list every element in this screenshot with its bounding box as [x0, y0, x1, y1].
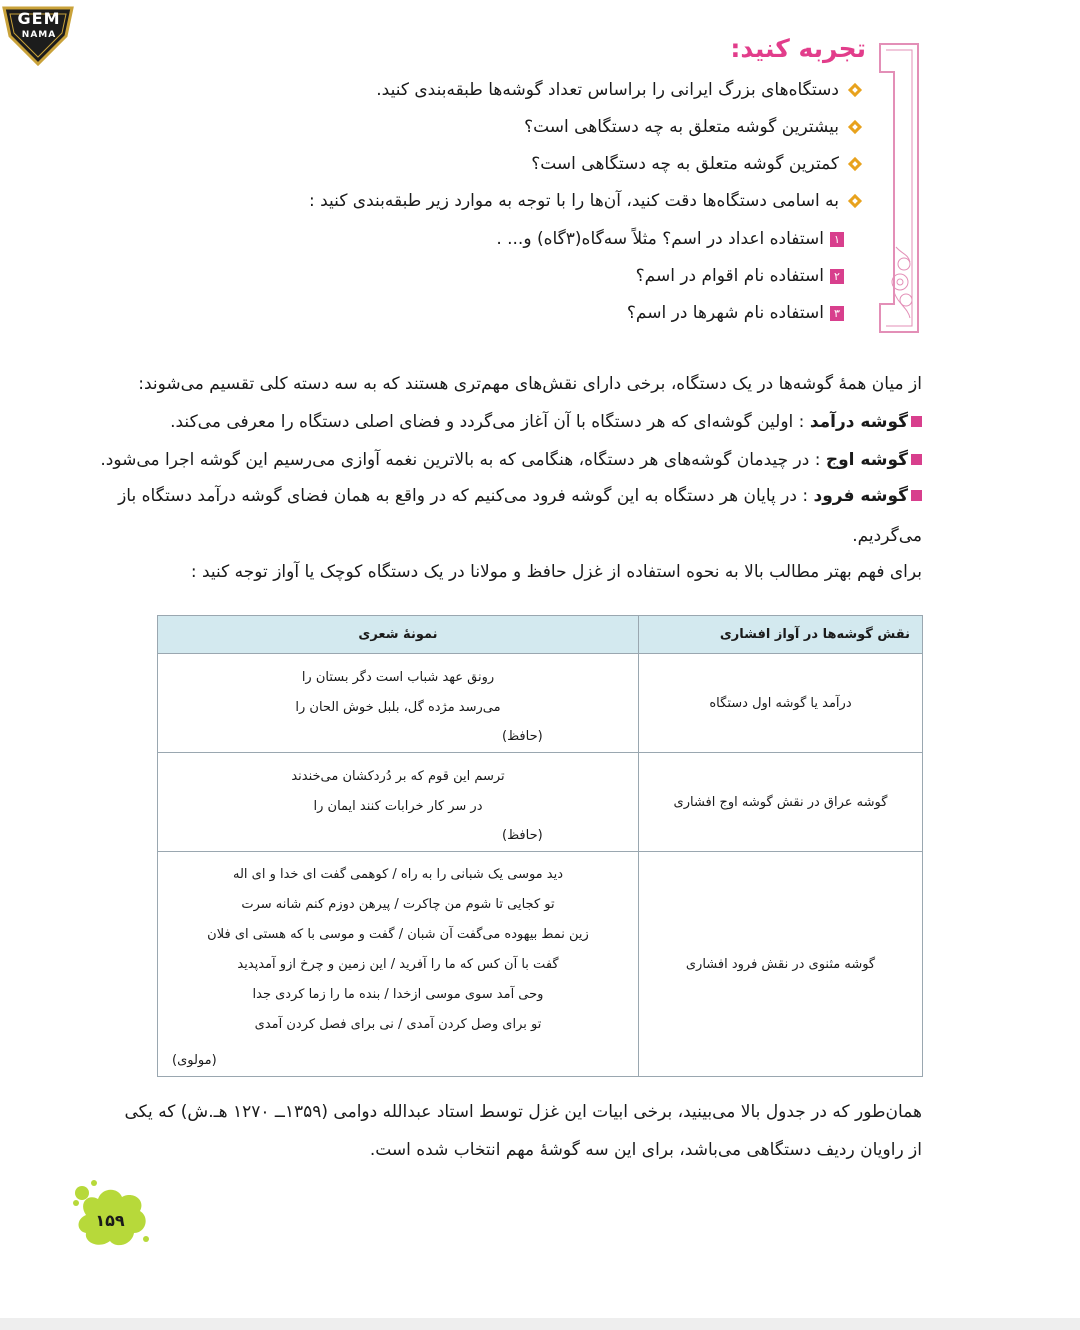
diamond-bullet-icon: [847, 156, 863, 172]
poem-cell: [158, 852, 639, 1077]
diamond-bullet-icon: [847, 82, 863, 98]
number-badge: ۳: [830, 306, 844, 321]
daramad-definition: گوشه درآمد : اولین گوشه‌ای که هر دستگاه با آن آغاز می‌گردد و فضای اصلی دستگاه را معرفی می‌کند.: [156, 412, 922, 432]
logo-text-gem: GEM: [17, 9, 61, 28]
poem-line: ترسم این قوم که بر دُردکشان می‌خندند: [291, 769, 505, 784]
poem-line: رونق عهد شباب است دگر بستان را: [301, 670, 495, 685]
bottom-bar: [0, 1318, 1080, 1330]
poem-cell: [158, 654, 639, 753]
forud-definition: گوشه فرود : در پایان هر دستگاه به این گوشه فرود می‌کنیم که در واقع به همان فضای گوشه درآمد دستگاه باز: [156, 486, 922, 506]
poem-line: زین نمط بیهوده می‌گفت آن شبان / گفت و موسی با که هستی ای فلان: [207, 927, 589, 942]
diamond-bullet-icon: [847, 119, 863, 135]
activity-bullet: دستگاه‌های بزرگ ایرانی را براساس تعداد گوشه‌ها طبقه‌بندی کنید.: [325, 74, 865, 111]
diamond-bullet-icon: [847, 193, 863, 209]
square-bullet-icon: [911, 416, 922, 427]
table-intro: برای فهم بهتر مطالب بالا به نحوه استفاده از غزل حافظ و مولانا در یک دستگاه کوچک یا آواز توجه کنید :: [190, 562, 922, 582]
activity-bullet: کمترین گوشه متعلق به چه دستگاهی است؟: [325, 148, 865, 185]
forud-definition-continued: می‌گردیم.: [852, 526, 922, 546]
header-role: نقش گوشه‌ها در آواز افشاری: [639, 616, 923, 654]
header-poem: نمونهٔ شعری: [158, 616, 639, 654]
poem-line: تو برای وصل کردن آمدی / نی برای فصل کردن آمدی: [254, 1017, 542, 1032]
closing-line-1: همان‌طور که در جدول بالا می‌بینید، برخی ابیات این غزل توسط استاد عبدالله دوامی (۱۳۵۹ــ ۱۲۷۰ هـ.ش) که یکی: [124, 1102, 922, 1122]
activity-bullet: به اسامی دستگاه‌ها دقت کنید، آن‌ها را با توجه به موارد زیر طبقه‌بندی کنید :: [325, 185, 865, 222]
role-cell: گوشه عراق در نقش گوشه اوج افشاری: [639, 753, 923, 852]
poet-name: (مولوی): [172, 1053, 217, 1068]
poet-name: (حافظ): [502, 729, 543, 744]
page-number-badge: [68, 1175, 154, 1255]
numbered-item: ۱استفاده اعداد در اسم؟ مثلاً سه‌گاه(۳گاه) و... .: [324, 222, 844, 259]
decorative-side-frame: [878, 42, 920, 334]
table-row: [158, 753, 923, 852]
number-badge: ۲: [830, 269, 844, 284]
table-header-row: [158, 616, 923, 654]
activity-numbered-list: [324, 222, 844, 333]
logo-text-nama: NAMA: [21, 30, 57, 40]
poem-line: در سر کار خرابات کنند ایمان را: [313, 799, 483, 814]
square-bullet-icon: [911, 490, 922, 501]
poem-line: گفت با آن کس که ما را آفرید / این زمین و چرخ ازو آمدپدید: [237, 957, 559, 972]
closing-line-2: از راویان ردیف دستگاهی می‌باشد، برای این سه گوشهٔ مهم انتخاب شده است.: [369, 1140, 922, 1160]
afshari-roles-table: [157, 615, 923, 1077]
activity-title: تجربه کنید:: [730, 34, 866, 63]
role-cell: درآمد یا گوشه اول دستگاه: [639, 654, 923, 753]
numbered-item: ۳استفاده نام شهرها در اسم؟: [324, 296, 844, 333]
table-row: [158, 852, 923, 1077]
poem-cell: [158, 753, 639, 852]
numbered-item: ۲استفاده نام اقوام در اسم؟: [324, 259, 844, 296]
activity-bullet-list: [309, 74, 865, 222]
poem-line: وحی آمد سوی موسی ازخدا / بنده ما را زما کردی جدا: [252, 987, 544, 1002]
poem-line: تو کجایی تا شوم من چاکرت / پیرهن دوزم کنم شانه سرت: [241, 897, 555, 912]
poem-line: دید موسی یک شبانی را به راه / کوهمی گفت ای خدا و ای اله: [232, 867, 564, 882]
poem-line: می‌رسد مژده گل، بلبل خوش الحان را: [295, 700, 501, 715]
number-badge: ۱: [830, 232, 844, 247]
page-number: ۱۵۹: [95, 1211, 125, 1230]
owj-definition: گوشه اوج : در چیدمان گوشه‌های هر دستگاه، هنگامی که به بالاترین نغمه آوازی می‌رسیم این گوشه اجرا می‌شود.: [156, 450, 922, 470]
activity-bullet: بیشترین گوشه متعلق به چه دستگاهی است؟: [325, 111, 865, 148]
gemnama-logo: [0, 0, 76, 66]
table-row: [158, 654, 923, 753]
intro-paragraph: از میان همهٔ گوشه‌ها در یک دستگاه، برخی دارای نقش‌های مهم‌تری هستند که به سه دسته کلی تقسیم می‌شوند:: [138, 374, 922, 394]
square-bullet-icon: [911, 454, 922, 465]
poet-name: (حافظ): [502, 828, 543, 843]
role-cell: گوشه مثنوی در نقش فرود افشاری: [639, 852, 923, 1077]
